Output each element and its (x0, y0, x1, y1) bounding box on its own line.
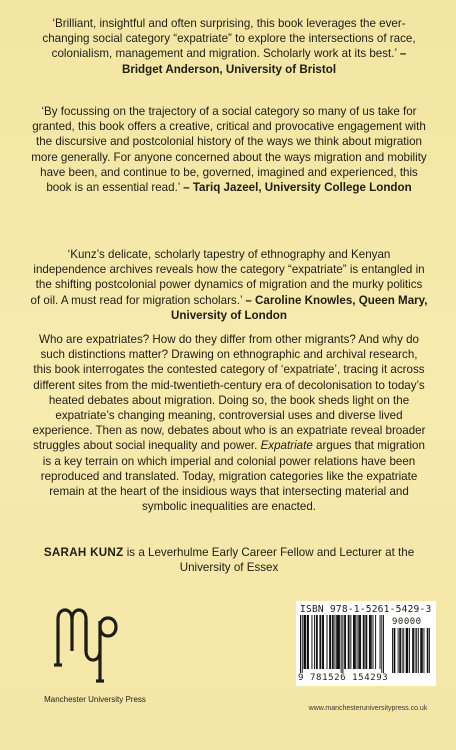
endorsement-attribution: – Caroline Knowles, Queen Mary, University of London (171, 293, 428, 322)
barcode-addon-bar (398, 628, 399, 673)
barcode-addon-bar (400, 628, 401, 673)
barcode-addon-bar (421, 628, 422, 673)
barcode-bar (349, 615, 350, 669)
barcode-bar (366, 615, 367, 669)
barcode-addon-bar (406, 628, 407, 673)
barcode-bar (360, 615, 361, 669)
barcode-bar (304, 615, 305, 669)
endorsement-quote: ‘By focussing on the trajectory of a social category so many of us take for granted, this book offers a creative, critical and provocative engagement with the discursive and postcolonial history of the ways we think about migration more generally. For anyone concerned about the ways migration and mobility have been, and continue to be, governed, imagined and experienced, this book is an essential read.’ – Tariq Jazeel, University College London (31, 105, 427, 195)
barcode-addon-bar (418, 628, 419, 673)
barcode-bar (329, 615, 330, 669)
barcode-addon-bar (427, 628, 428, 673)
barcode-addon-bar (394, 628, 395, 673)
barcode-bar (363, 615, 364, 669)
barcode-bar (383, 615, 384, 673)
barcode-bar (337, 615, 338, 669)
mup-monogram-icon (46, 597, 138, 689)
barcode-bar (381, 615, 382, 673)
barcode-bar (380, 615, 381, 669)
barcode-bar (359, 615, 360, 669)
barcode-bar (333, 615, 334, 669)
barcode-addon-bar (409, 628, 410, 673)
barcode-bar (355, 615, 356, 669)
barcode-bar (304, 615, 305, 669)
endorsement-quote: ‘Kunz’s delicate, scholarly tapestry of ethnography and Kenyan independence archives reveals how the category “expatriate” is entangled in the shifting postcolonial power dynamics of migration and the murky politics of oil. A must read for migration scholars.’ – Caroline Knowles, Queen Mary, University of London (30, 248, 428, 322)
endorsement-attribution: – Bridget Anderson, University of Bristol (121, 47, 407, 76)
barcode-bar (308, 615, 309, 669)
author-name: SARAH KUNZ (43, 546, 124, 559)
barcode-bar (373, 615, 374, 669)
barcode-addon-bar (413, 628, 414, 673)
barcode-addon-bar (415, 628, 416, 673)
barcode-bar (317, 615, 318, 669)
price-code: 90000 (392, 617, 422, 627)
barcode-bar (350, 615, 351, 669)
barcode-bar (370, 615, 371, 669)
isbn-barcode (296, 601, 436, 686)
barcode-bar (314, 615, 315, 669)
publisher-website: www.manchesteruniversitypress.co.uk (308, 705, 428, 712)
barcode-bar (336, 615, 337, 669)
barcode-bar (323, 615, 324, 669)
barcode-bar (357, 615, 358, 669)
barcode-bar (358, 615, 359, 669)
barcode-bar (322, 615, 323, 669)
barcode-bar (311, 615, 312, 669)
ean-barcode-addon (392, 628, 430, 673)
endorsement-attribution: – Tariq Jazeel, University College London (183, 181, 412, 195)
barcode-bar (348, 615, 349, 669)
endorsement-quote: ‘Brilliant, insightful and often surprising, this book leverages the ever-changing social category “expatriate” to explore the intersections of race, colonialism, management and migration. Scholarly work at its best.’ – Bridget Anderson, University of Bristol (42, 17, 416, 76)
barcode-bar (375, 615, 376, 669)
barcode-addon-bar (429, 628, 430, 673)
barcode-bar (334, 615, 335, 669)
barcode-bar (305, 615, 306, 669)
barcode-bar (342, 615, 343, 673)
barcode-addon-bar (402, 628, 403, 673)
barcode-bar (332, 615, 333, 669)
barcode-bar (341, 615, 342, 673)
book-title-italic: Expatriate (260, 439, 313, 453)
ean-barcode-main (300, 615, 384, 673)
barcode-addon-bar (394, 628, 395, 673)
barcode-addon-bar (422, 628, 423, 673)
barcode-bar (371, 615, 372, 669)
barcode-bar (354, 615, 355, 669)
barcode-addon-bar (392, 628, 393, 673)
barcode-bar (302, 615, 303, 673)
book-description: Who are expatriates? How do they differ from other migrants? And why do such distinctions matter? Drawing on ethnographic and archival research, this book interrogates the contested category of ‘expatriate’, tracing it across different sites from the mid-twentieth-century era of decolonisation to today’s heated debates about migration. Doing so, the book sheds light on the expatriate’s changing meaning, controversial uses and diverse lived experience. Then as now, debates about who is an expatriate reveal broader struggles about social inequality and power. Expatriate argues that migration is a key terrain on which imperial and colonial power relations have been reproduced and translated. Today, migration categories like the expatriate remain at the heart of the insidious ways that intersecting material and symbolic inequalities are enacted. (32, 333, 426, 514)
publisher-name: Manchester University Press (44, 695, 146, 704)
barcode-bar (338, 615, 339, 669)
barcode-addon-bar (416, 628, 417, 673)
barcode-addon-bar (412, 628, 413, 673)
barcode-addon-bar (424, 628, 425, 673)
barcode-bar (307, 615, 308, 669)
barcode-bar (330, 615, 331, 669)
barcode-bar (300, 615, 301, 673)
barcode-bar (319, 615, 320, 669)
isbn-label: ISBN 978-1-5261-5429-3 (300, 604, 432, 615)
ean-digits: 9 781526 154293 (298, 673, 389, 683)
barcode-addon-bar (403, 628, 404, 673)
barcode-bar (345, 615, 346, 669)
barcode-bar (364, 615, 365, 669)
barcode-bar (327, 615, 328, 669)
barcode-addon-bar (407, 628, 408, 673)
barcode-bar (344, 615, 345, 669)
barcode-addon-bar (407, 628, 408, 673)
author-bio: SARAH KUNZ is a Leverhulme Early Career Fellow and Lecturer at the University of Essex (43, 546, 415, 575)
barcode-bar (365, 615, 366, 669)
barcode-bar (339, 615, 340, 669)
barcode-bar (320, 615, 321, 669)
barcode-addon-bar (428, 628, 429, 673)
barcode-bar (316, 615, 317, 669)
barcode-bar (353, 615, 354, 669)
barcode-bar (369, 615, 370, 669)
barcode-addon-bar (420, 628, 421, 673)
barcode-addon-bar (399, 628, 400, 673)
